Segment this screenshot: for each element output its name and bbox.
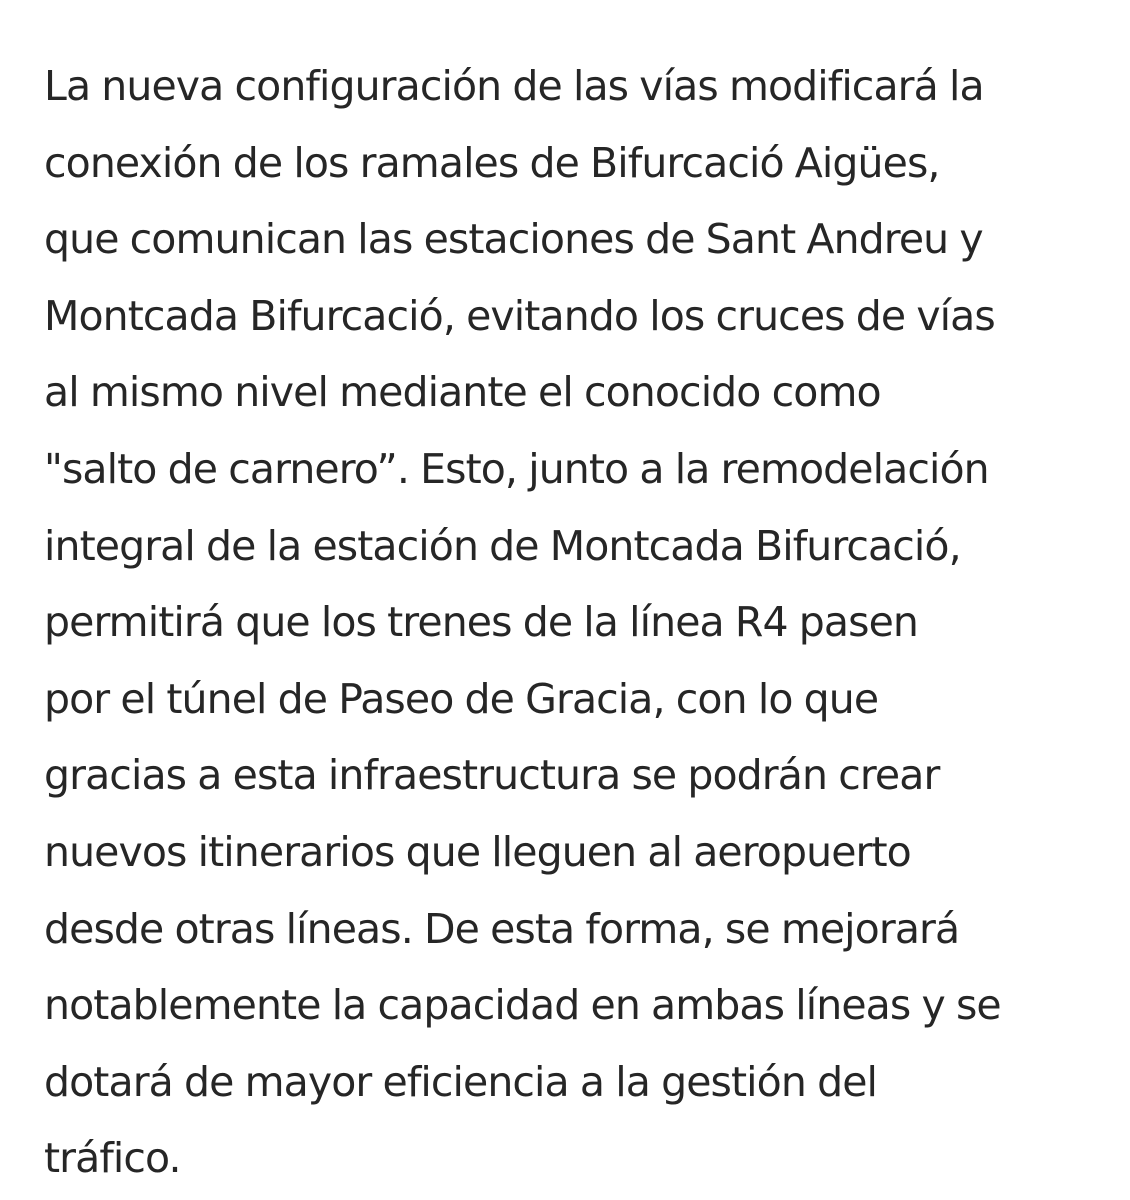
paragraph-line: La nueva configuración de las vías modificará la <box>44 62 984 110</box>
paragraph-line: dotará de mayor eficiencia a la gestión del <box>44 1057 878 1106</box>
paragraph-line: notablemente la capacidad en ambas líneas y se <box>44 981 1001 1030</box>
paragraph-line: por el túnel de Paseo de Gracia, con lo que <box>44 674 879 723</box>
paragraph-line: nuevos itinerarios que lleguen al aeropuerto <box>44 827 911 876</box>
paragraph-line: conexión de los ramales de Bifurcació Aigües, <box>44 138 940 187</box>
paragraph-line: "salto de carnero”. Esto, junto a la remodelación <box>44 444 989 493</box>
paragraph-line: desde otras líneas. De esta forma, se mejorará <box>44 904 960 953</box>
paragraph-line: tráfico. <box>44 1134 181 1183</box>
paragraph-line: integral de la estación de Montcada Bifurcació, <box>44 521 961 570</box>
paragraph-line: Montcada Bifurcació, evitando los cruces de vías <box>44 291 995 340</box>
paragraph-line: permitirá que los trenes de la línea R4 pasen <box>44 598 919 647</box>
paragraph-line: al mismo nivel mediante el conocido como <box>44 368 881 417</box>
article-paragraph <box>44 48 1104 1197</box>
paragraph-line: que comunican las estaciones de Sant Andreu y <box>44 215 983 264</box>
paragraph-line: gracias a esta infraestructura se podrán crear <box>44 751 940 800</box>
